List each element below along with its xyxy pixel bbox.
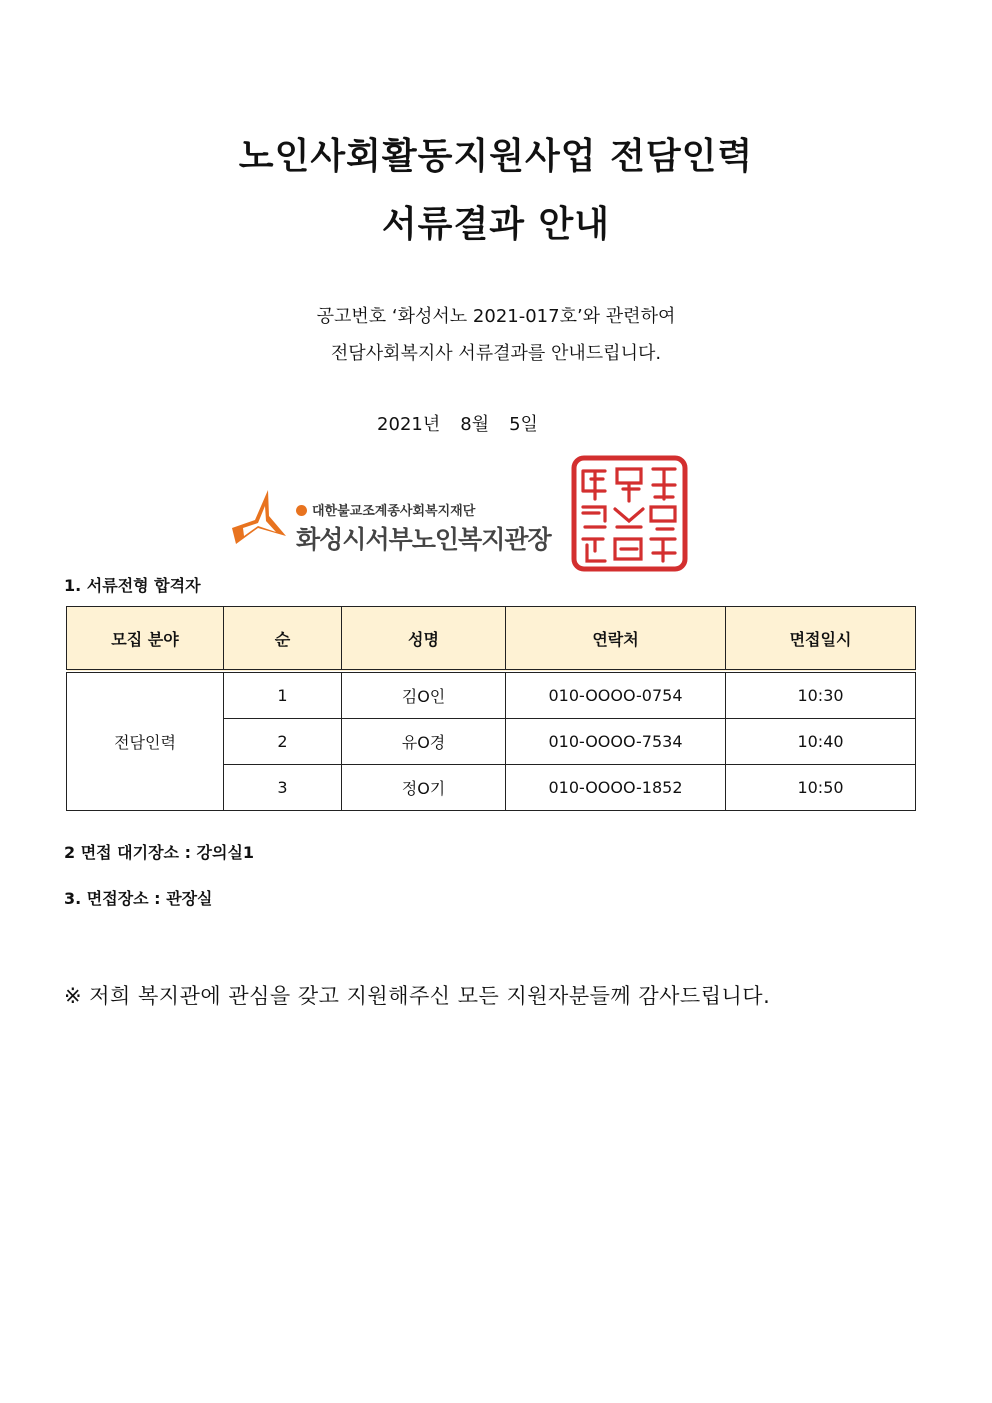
cell-time: 10:50 [726, 765, 916, 811]
date-month: 8월 [460, 414, 490, 435]
section-waiting-room: 2 면접 대기장소 : 강의실1 [64, 843, 255, 862]
cell-name: 유O경 [342, 719, 506, 765]
star-logo-icon [228, 486, 290, 548]
cell-order: 2 [224, 719, 342, 765]
table-row [67, 671, 916, 719]
official-seal-icon [571, 455, 688, 572]
results-table [66, 606, 916, 811]
buddhist-emblem-icon [296, 505, 307, 516]
cell-time: 10:30 [726, 671, 916, 719]
section-interview-room: 3. 면접장소 : 관장실 [64, 889, 213, 908]
cell-phone: 010-OOOO-1852 [506, 765, 726, 811]
col-header-field: 모집 분야 [67, 607, 224, 672]
date-day: 5일 [509, 414, 538, 435]
cell-category: 전담인력 [67, 671, 224, 811]
intro-line2: 전담사회복지사 서류결과를 안내드립니다. [330, 343, 662, 364]
document-title-line2: 서류결과 안내 [381, 204, 611, 245]
thank-you-note: ※ 저희 복지관에 관심을 갖고 지원해주신 모든 지원자분들께 감사드립니다. [64, 984, 771, 1008]
cell-name: 정O기 [342, 765, 506, 811]
cell-phone: 010-OOOO-7534 [506, 719, 726, 765]
document-title-line1: 노인사회활동지원사업 전담인력 [238, 136, 754, 177]
logo-director-title: 화성시서부노인복지관장 [296, 525, 551, 554]
col-header-name: 성명 [342, 607, 506, 672]
intro-line1: 공고번호 ‘화성서노 2021-017호’와 관련하여 [316, 306, 676, 327]
logo-foundation-name: 대한불교조계종사회복지재단 [296, 500, 475, 519]
section-passed-candidates: 1. 서류전형 합격자 [64, 576, 201, 595]
table-header-row [67, 607, 916, 672]
document-date [0, 410, 915, 436]
cell-time: 10:40 [726, 719, 916, 765]
cell-name: 김O인 [342, 671, 506, 719]
organization-logo [228, 486, 558, 558]
col-header-interview-time: 면접일시 [726, 607, 916, 672]
col-header-order: 순 [224, 607, 342, 672]
cell-phone: 010-OOOO-0754 [506, 671, 726, 719]
cell-order: 3 [224, 765, 342, 811]
col-header-contact: 연락처 [506, 607, 726, 672]
cell-order: 1 [224, 671, 342, 719]
date-year: 2021년 [377, 414, 441, 435]
